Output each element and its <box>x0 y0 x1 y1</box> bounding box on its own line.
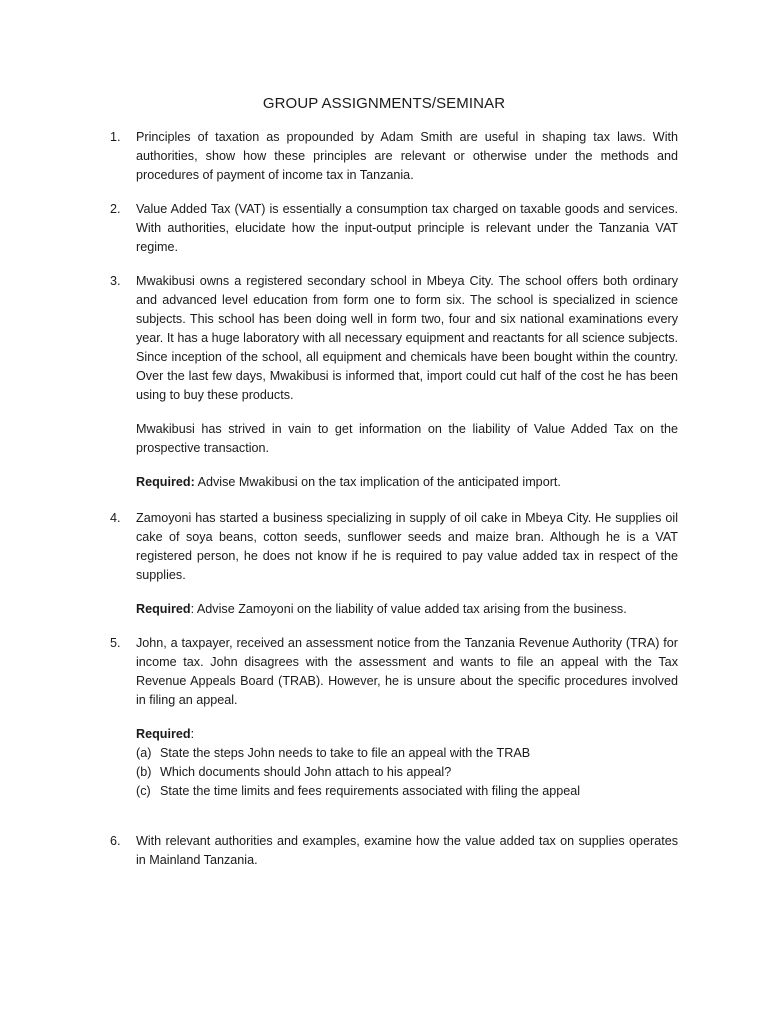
question-number: 2. <box>110 202 121 216</box>
required-text: : <box>190 727 195 741</box>
question-number: 6. <box>110 834 121 848</box>
required-label: Required <box>136 602 191 616</box>
question-text: Zamoyoni has started a business specializing in supply of oil cake in Mbeya City. He supplies oil cake of soya beans, cotton seeds, sunflower seeds and maize bran. Although he is a VAT registered person, he does not know if he is required to pay value added tax in respect of the supplies. <box>136 511 678 582</box>
sub-item-label: (a) <box>136 746 152 760</box>
question-text: John, a taxpayer, received an assessment notice from the Tanzania Revenue Authority (TRA) for income tax. John disagrees with the assessment and wants to file an appeal with the Tax Revenue Appeals Board (TRAB). However, he is unsure about the specific procedures involved in filing an appeal. <box>136 636 678 707</box>
sub-item <box>136 744 678 763</box>
required-text: Advise Mwakibusi on the tax implication of the anticipated import. <box>194 475 561 489</box>
page-title: GROUP ASSIGNMENTS/SEMINAR <box>262 95 506 112</box>
question-2 <box>110 200 678 257</box>
required-line <box>136 725 678 744</box>
required-label: Required <box>136 727 191 741</box>
question-number: 3. <box>110 274 121 288</box>
question-text: Mwakibusi owns a registered secondary school in Mbeya City. The school offers both ordinary and advanced level education from form one to form six. The school is specialized in science subjects. This school has been doing well in form two, four and six national examinations every year. It has a huge laboratory with all necessary equipment and reactants for all science subjects. Since inception of the school, all equipment and chemicals have been bought within the country. Over the last few days, Mwakibusi is informed that, import could cut half of the cost he has been using to buy these products. <box>136 274 678 402</box>
question-3 <box>110 272 678 492</box>
question-number: 5. <box>110 636 121 650</box>
question-4 <box>110 509 678 619</box>
required-text: : Advise Zamoyoni on the liability of value added tax arising from the business. <box>190 602 627 616</box>
required-label: Required: <box>136 475 195 489</box>
sub-item <box>136 763 678 782</box>
question-1 <box>110 128 678 185</box>
sub-item-label: (c) <box>136 784 151 798</box>
required-line <box>136 473 678 492</box>
question-6 <box>110 832 678 870</box>
question-number: 1. <box>110 130 121 144</box>
sub-item-text: Which documents should John attach to his appeal? <box>160 765 452 779</box>
sub-item-text: State the steps John needs to take to file an appeal with the TRAB <box>160 746 531 760</box>
sub-item-text: State the time limits and fees requirements associated with filing the appeal <box>160 784 581 798</box>
question-text: With relevant authorities and examples, examine how the value added tax on supplies operates in Mainland Tanzania. <box>136 834 678 867</box>
question-5 <box>110 634 678 801</box>
question-text-continued: Mwakibusi has strived in vain to get information on the liability of Value Added Tax on the prospective transaction. <box>136 422 678 455</box>
question-number: 4. <box>110 511 121 525</box>
question-text: Principles of taxation as propounded by Adam Smith are useful in shaping tax laws. With authorities, show how these principles are relevant or otherwise under the methods and procedures of payment of income tax in Tanzania. <box>136 130 678 182</box>
question-text: Value Added Tax (VAT) is essentially a consumption tax charged on taxable goods and services. With authorities, elucidate how the input-output principle is relevant under the Tanzania VAT regime. <box>136 202 678 254</box>
sub-item-label: (b) <box>136 765 152 779</box>
sub-item <box>136 782 678 801</box>
required-line <box>136 600 678 619</box>
sub-item-list <box>136 744 678 801</box>
